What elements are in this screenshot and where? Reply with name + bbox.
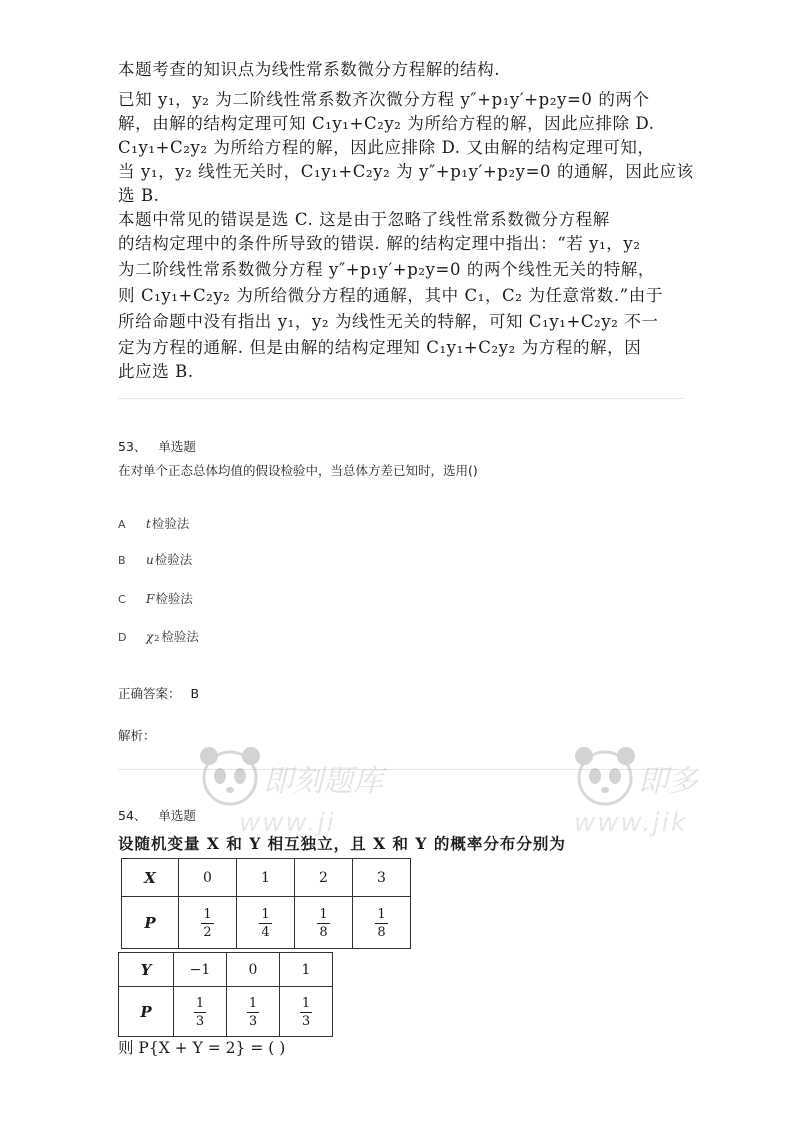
fraction-numerator: 1 — [203, 907, 212, 922]
answer-value: B — [190, 686, 200, 701]
fraction-denominator: 8 — [319, 925, 328, 940]
option-symbol: F — [146, 592, 155, 606]
question-number: 54、 — [118, 808, 147, 823]
question-54-query: 则 P{X + Y = 2} = ( ) — [118, 1039, 286, 1057]
explanation-line: 选 B. — [118, 186, 160, 205]
question-54-header — [118, 806, 196, 824]
fraction-denominator: 3 — [195, 1014, 205, 1029]
option-a[interactable] — [118, 514, 189, 532]
fraction-denominator: 3 — [248, 1014, 258, 1029]
panda-logo-icon — [195, 742, 265, 812]
watermark-brand: 即刻题库 — [263, 764, 383, 799]
fraction-numerator: 1 — [195, 996, 205, 1011]
fraction-denominator: 3 — [301, 1014, 311, 1029]
table-header-p: P — [119, 987, 174, 1037]
table-cell — [179, 897, 237, 949]
explanation-line: 本题中常见的错误是选 C. 这是由于忽略了线性常系数微分方程解 — [118, 210, 610, 229]
fraction-numerator: 1 — [261, 907, 270, 922]
explanation-line: 为二阶线性常系数微分方程 y″+p₁y′+p₂y=0 的两个线性无关的特解， — [118, 260, 655, 279]
table-cell — [280, 987, 333, 1037]
fraction-denominator: 8 — [377, 925, 386, 940]
table-cell: 1 — [280, 953, 333, 987]
table-cell: 0 — [179, 859, 237, 897]
table-cell: 3 — [353, 859, 411, 897]
explanation-line: 所给命题中没有指出 y₁，y₂ 为线性无关的特解，可知 C₁y₁+C₂y₂ 不一 — [118, 312, 659, 331]
option-superscript: 2 — [154, 634, 160, 643]
option-symbol: u — [146, 553, 154, 567]
option-text: 检验法 — [151, 516, 190, 531]
table-cell: 0 — [227, 953, 280, 987]
table-cell: 2 — [295, 859, 353, 897]
option-letter: B — [118, 554, 126, 567]
fraction-numerator: 1 — [301, 996, 311, 1011]
explanation-line: 已知 y₁，y₂ 为二阶线性常系数齐次微分方程 y″+p₁y′+p₂y=0 的两个 — [118, 90, 650, 109]
question-number: 53、 — [118, 439, 147, 454]
table-cell — [353, 897, 411, 949]
table-cell — [295, 897, 353, 949]
table-cell — [174, 987, 227, 1037]
table-header-var: X — [122, 859, 179, 897]
question-54-stem: 设随机变量 X 和 Y 相互独立，且 X 和 Y 的概率分布分别为 — [118, 834, 566, 853]
option-c[interactable] — [118, 589, 193, 607]
table-cell — [237, 897, 295, 949]
explanation-line: 当 y₁，y₂ 线性无关时，C₁y₁+C₂y₂ 为 y″+p₁y′+p₂y=0 的通解，因此应该 — [118, 162, 694, 181]
explanation-line: 定为方程的通解. 但是由解的结构定理知 C₁y₁+C₂y₂ 为方程的解，因 — [118, 338, 642, 357]
fraction-numerator: 1 — [248, 996, 258, 1011]
question-53-stem: 在对单个正态总体均值的假设检验中，当总体方差已知时，选用() — [118, 463, 478, 478]
fraction-denominator: 2 — [203, 925, 212, 940]
table-cell — [227, 987, 280, 1037]
analysis-label: 解析： — [118, 728, 156, 743]
option-text: 检验法 — [161, 629, 199, 644]
watermark-url: www.jik — [574, 808, 688, 838]
table-header-p: P — [122, 897, 179, 949]
explanation-block — [118, 58, 694, 384]
option-letter: C — [118, 593, 126, 606]
panda-logo-icon — [570, 742, 640, 812]
watermark-url: www.ji — [239, 808, 336, 838]
fraction-numerator: 1 — [377, 907, 386, 922]
correct-answer — [118, 684, 199, 702]
explanation-line: 本题考查的知识点为线性常系数微分方程解的结构. — [118, 60, 501, 79]
option-text: 检验法 — [154, 552, 193, 567]
distribution-table-y — [118, 952, 333, 1037]
explanation-line: 则 C₁y₁+C₂y₂ 为所给微分方程的通解，其中 C₁，C₂ 为任意常数.”由于 — [118, 286, 663, 305]
answer-label: 正确答案： — [118, 686, 181, 701]
question-type: 单选题 — [158, 439, 196, 454]
explanation-line: 的结构定理中的条件所导致的错误. 解的结构定理中指出：“若 y₁，y₂ — [118, 234, 641, 253]
option-symbol: χ — [146, 630, 154, 644]
option-symbol: t — [146, 517, 151, 531]
explanation-line: C₁y₁+C₂y₂ 为所给方程的解，因此应排除 D. 又由解的结构定理可知， — [118, 138, 655, 157]
section-divider — [118, 398, 684, 399]
fraction-denominator: 4 — [261, 925, 270, 940]
table-cell: 1 — [237, 859, 295, 897]
table-header-var: Y — [119, 953, 174, 987]
distribution-table-x — [121, 858, 411, 949]
option-letter: D — [118, 631, 127, 644]
option-d[interactable] — [118, 627, 199, 645]
question-53-header — [118, 437, 196, 455]
table-cell: −1 — [174, 953, 227, 987]
fraction-numerator: 1 — [319, 907, 328, 922]
watermark-right — [570, 742, 800, 852]
option-letter: A — [118, 518, 126, 531]
watermark-brand: 即多 — [638, 764, 698, 799]
section-divider — [118, 769, 684, 770]
question-type: 单选题 — [158, 808, 196, 823]
option-text: 检验法 — [155, 591, 193, 606]
explanation-line: 此应选 B. — [118, 362, 194, 381]
option-b[interactable] — [118, 550, 192, 568]
explanation-line: 解，由解的结构定理可知 C₁y₁+C₂y₂ 为所给方程的解，因此应排除 D. — [118, 114, 655, 133]
